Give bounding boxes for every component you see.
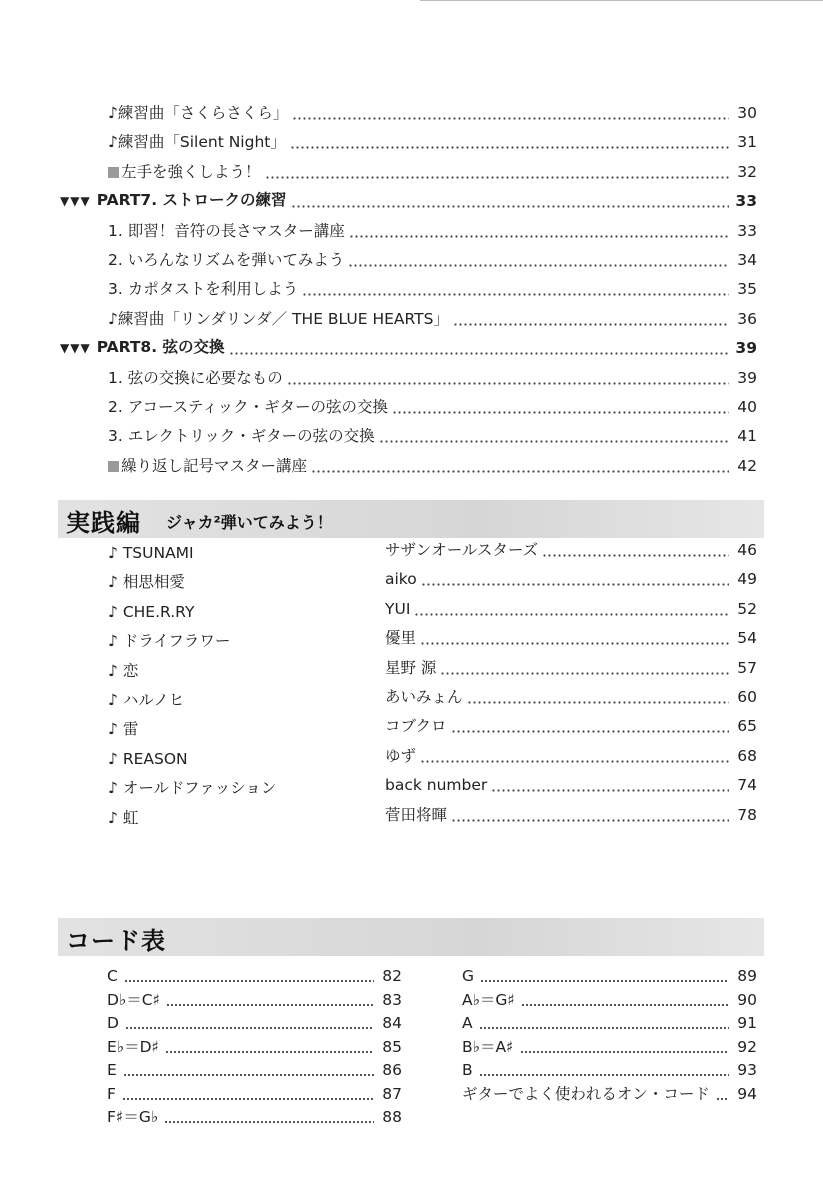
toc-label: ♪練習曲「さくらさくら」 <box>108 104 289 122</box>
toc-label: 2. いろんなリズムを弾いてみよう <box>108 251 345 269</box>
toc-entry <box>108 215 757 241</box>
toc-page-number: 41 <box>737 427 757 446</box>
leader-dots <box>287 368 729 388</box>
chord-page-number: 86 <box>382 1061 402 1079</box>
leader-dots <box>124 966 374 986</box>
toc-page-number: 39 <box>737 368 757 387</box>
song-page-number: 57 <box>737 658 757 677</box>
song-artist: YUI <box>385 599 411 618</box>
chord-entry <box>107 1103 402 1127</box>
chord-page-number: 82 <box>382 967 402 985</box>
song-artist: back number <box>385 776 488 795</box>
leader-dots <box>348 250 729 270</box>
chord-page-number: 83 <box>382 990 402 1009</box>
toc-label: PART8. 弦の交換 <box>96 338 225 357</box>
chord-entry <box>107 962 402 986</box>
chord-entry <box>107 986 402 1010</box>
leader-dots <box>451 716 729 736</box>
toc-page-number: 40 <box>737 398 757 416</box>
chord-name: E♭＝D♯ <box>107 1037 160 1056</box>
toc-page-number: 30 <box>737 104 757 122</box>
toc-entry <box>108 420 757 446</box>
triangle-markers-icon: ▼▼▼ <box>60 194 91 209</box>
song-entry <box>108 625 757 651</box>
song-title: ♪ オールドファッション <box>108 779 277 798</box>
toc-page-number: 36 <box>737 309 757 328</box>
chord-entry <box>462 962 757 986</box>
toc-label: 3. エレクトリック・ギターの弦の交換 <box>108 427 375 446</box>
toc-entry <box>108 126 757 152</box>
square-bullet-icon <box>108 167 119 178</box>
chord-page-number: 87 <box>382 1084 402 1103</box>
leader-dots <box>542 540 729 560</box>
song-entry <box>108 684 757 710</box>
leader-dots <box>521 990 729 1010</box>
leader-dots <box>491 775 729 795</box>
leader-dots <box>125 1013 374 1033</box>
song-entry <box>108 537 757 563</box>
toc-entry <box>108 244 757 270</box>
leader-dots <box>479 1013 729 1033</box>
song-page-number: 68 <box>737 746 757 765</box>
chord-page-number: 85 <box>382 1037 402 1056</box>
toc-label: 3. カポタストを利用しよう <box>108 280 299 299</box>
chord-page-number: 88 <box>382 1108 402 1126</box>
toc-page-number: 35 <box>737 280 757 299</box>
song-title: ♪ ドライフラワー <box>108 632 231 651</box>
practice-title: 実践編 <box>66 509 141 537</box>
song-page-number: 78 <box>737 805 757 824</box>
chord-page-number: 91 <box>737 1014 757 1032</box>
song-title: ♪ REASON <box>108 749 188 768</box>
chord-entry <box>462 1033 757 1057</box>
song-artist: aiko <box>385 570 417 589</box>
chord-entry <box>107 1009 402 1033</box>
leader-dots <box>480 966 729 986</box>
leader-dots <box>414 599 729 619</box>
leader-dots <box>392 397 729 417</box>
chord-entry <box>462 1056 757 1080</box>
top-edge-line <box>420 0 823 1</box>
toc-page-number: 34 <box>737 251 757 269</box>
toc-page-number: 33 <box>735 192 757 211</box>
toc-label: 2. アコースティック・ギターの弦の交換 <box>108 398 388 416</box>
chord-entry <box>462 1080 757 1104</box>
toc-entry <box>108 391 757 417</box>
song-entry <box>108 802 757 828</box>
song-page-number: 65 <box>737 717 757 736</box>
song-title: ♪ 虹 <box>108 808 139 827</box>
leader-dots <box>302 279 729 299</box>
toc-entry <box>108 450 757 476</box>
toc-page-number: 39 <box>735 339 757 358</box>
song-title: ♪ 相思相愛 <box>108 573 185 592</box>
chord-name: C <box>107 967 118 985</box>
leader-dots <box>520 1037 729 1057</box>
chord-entry <box>462 986 757 1010</box>
leader-dots <box>265 162 729 182</box>
chord-name: A <box>462 1014 473 1032</box>
chord-name: B♭＝A♯ <box>462 1037 514 1056</box>
chord-title: コード表 <box>66 927 166 955</box>
song-page-number: 52 <box>737 599 757 618</box>
song-title: ♪ 雷 <box>108 720 139 739</box>
toc-label: 繰り返し記号マスター講座 <box>121 456 308 475</box>
chord-name: E <box>107 1061 117 1079</box>
song-entry <box>108 596 757 622</box>
leader-dots <box>123 1060 374 1080</box>
chord-name: ギターでよく使われるオン・コード <box>462 1084 710 1103</box>
chord-entry <box>462 1009 757 1033</box>
chord-page-number: 94 <box>737 1084 757 1103</box>
song-artist: あいみょん <box>385 688 463 706</box>
song-title: ♪ ハルノヒ <box>108 691 185 709</box>
chord-page-number: 84 <box>382 1014 402 1032</box>
toc-label: 左手を強くしよう！ <box>121 162 261 181</box>
chord-entry <box>107 1033 402 1057</box>
leader-dots <box>164 1107 374 1127</box>
leader-dots <box>420 628 729 648</box>
chord-name: G <box>462 967 475 985</box>
leader-dots <box>716 1084 729 1104</box>
song-page-number: 60 <box>737 688 757 706</box>
song-page-number: 46 <box>737 541 757 559</box>
toc-page-number: 33 <box>737 221 757 240</box>
toc-label: 1. 即習！音符の長さマスター講座 <box>108 221 345 240</box>
leader-dots <box>421 569 729 589</box>
leader-dots <box>451 805 729 825</box>
toc-entry <box>108 97 757 123</box>
song-title: ♪ CHE.R.RY <box>108 602 195 621</box>
toc-entry <box>108 156 757 182</box>
chord-name: F <box>107 1084 116 1103</box>
song-entry <box>108 772 757 798</box>
chord-page-number: 89 <box>737 967 757 985</box>
chord-header <box>58 918 764 956</box>
leader-dots <box>479 1060 729 1080</box>
practice-header <box>58 500 764 538</box>
practice-subtitle: ジャカ²弾いてみよう！ <box>166 513 333 532</box>
toc-label: PART7. ストロークの練習 <box>96 191 287 210</box>
leader-dots <box>165 1037 374 1057</box>
toc-label: ♪練習曲「リンダリンダ／ THE BLUE HEARTS」 <box>108 309 449 328</box>
toc-part-heading <box>60 332 757 358</box>
song-entry <box>108 566 757 592</box>
toc-page-number: 31 <box>737 133 757 152</box>
chord-name: B <box>462 1061 473 1079</box>
song-entry <box>108 743 757 769</box>
leader-dots <box>166 990 374 1010</box>
song-artist: 星野 源 <box>385 658 437 677</box>
chord-entry <box>107 1080 402 1104</box>
toc-page-number: 42 <box>737 456 757 475</box>
song-artist: 優里 <box>385 629 417 648</box>
chord-name: D <box>107 1014 119 1032</box>
leader-dots <box>379 426 729 446</box>
chord-page-number: 92 <box>737 1037 757 1056</box>
toc-entry <box>108 273 757 299</box>
leader-dots <box>229 338 729 358</box>
leader-dots <box>453 309 729 329</box>
song-artist: 菅田将暉 <box>385 805 448 824</box>
toc-page-number: 32 <box>737 162 757 181</box>
chord-name: D♭＝C♯ <box>107 990 161 1009</box>
leader-dots <box>291 191 729 211</box>
song-title: ♪ 恋 <box>108 661 139 680</box>
chord-entry <box>107 1056 402 1080</box>
toc-label: ♪練習曲「Silent Night」 <box>108 133 286 152</box>
song-page-number: 74 <box>737 776 757 795</box>
chord-name: F♯＝G♭ <box>107 1108 159 1126</box>
leader-dots <box>122 1084 374 1104</box>
leader-dots <box>440 658 729 678</box>
leader-dots <box>420 746 729 766</box>
song-artist: ゆず <box>385 746 417 765</box>
song-artist: サザンオールスターズ <box>385 541 539 559</box>
leader-dots <box>292 103 729 123</box>
chord-page-number: 90 <box>737 990 757 1009</box>
chord-name: A♭＝G♯ <box>462 990 515 1009</box>
square-bullet-icon <box>108 461 119 472</box>
song-title: ♪ TSUNAMI <box>108 544 194 562</box>
toc-label: 1. 弦の交換に必要なもの <box>108 368 283 387</box>
triangle-markers-icon: ▼▼▼ <box>60 341 91 356</box>
song-entry <box>108 713 757 739</box>
leader-dots <box>290 132 729 152</box>
leader-dots <box>349 221 729 241</box>
chord-page-number: 93 <box>737 1061 757 1079</box>
toc-entry <box>108 362 757 388</box>
leader-dots <box>467 687 729 707</box>
song-entry <box>108 655 757 681</box>
song-page-number: 54 <box>737 629 757 648</box>
leader-dots <box>311 456 729 476</box>
song-page-number: 49 <box>737 570 757 589</box>
toc-entry <box>108 303 757 329</box>
song-artist: コブクロ <box>385 717 447 736</box>
toc-part-heading <box>60 185 757 211</box>
